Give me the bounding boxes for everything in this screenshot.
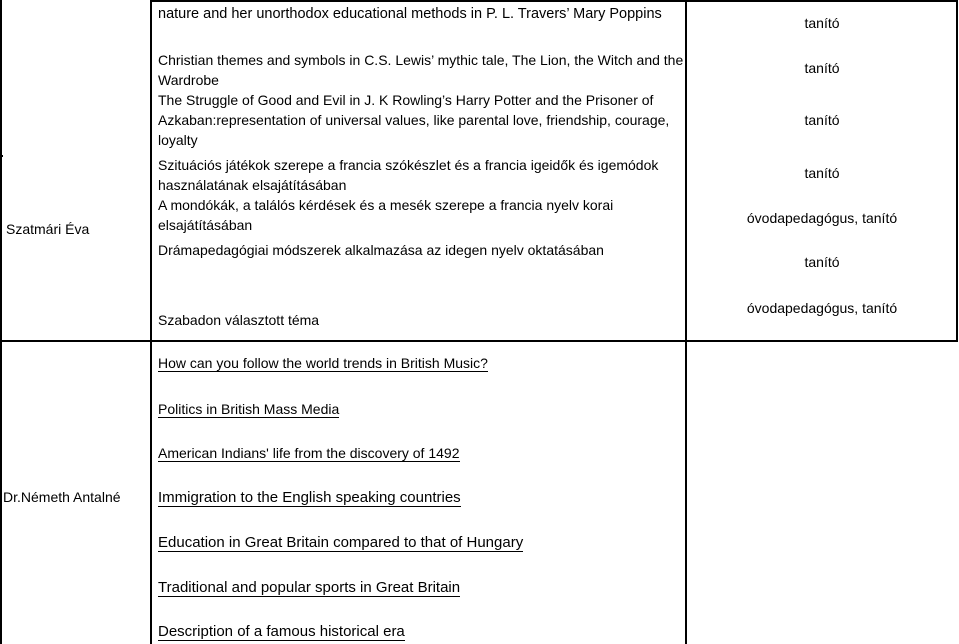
audience-row-1: tanító (804, 15, 840, 31)
topic2-row-1 (158, 353, 488, 373)
header-top-line (150, 0, 958, 2)
topic2-row-2 (158, 399, 339, 419)
topic2-row-4 (158, 488, 461, 508)
topic-row-6: Drámapedagógiai módszerek alkalmazása az idegen nyelv oktatásában (158, 242, 604, 258)
topic-row-4: Szituációs játékok szerepe a francia szókészlet és a francia igeidők és igemódok használatának elsajátításában (158, 157, 659, 193)
topic-row-3: The Struggle of Good and Evil in J. K Rowling’s Harry Potter and the Prisoner of Azkaban:representation of universal values, like parental love, friendship, courage, loyalty (158, 92, 670, 148)
col-divider-2 (685, 0, 687, 644)
topic2-row-6-text: Traditional and popular sports in Great Britain (158, 579, 461, 596)
topic2-row-7 (158, 622, 405, 642)
audience-row-7: óvodapedagógus, tanító (746, 300, 898, 316)
audience-row-4: tanító (804, 165, 840, 181)
topic-row-5: A mondókák, a találós kérdések és a mesék szerepe a francia nyelv korai elsajátításában (158, 197, 614, 233)
teacher-name-2: Dr.Németh Antalné (3, 489, 121, 505)
topic-row-2: Christian themes and symbols in C.S. Lewis’ mythic tale, The Lion, the Witch and the Wardrobe (158, 52, 684, 88)
topic2-row-5-text: Education in Great Britain compared to that of Hungary (158, 534, 524, 551)
col-left-border (0, 0, 2, 644)
left-col-divider-top (0, 155, 3, 157)
teacher-name-1: Szatmári Éva (6, 221, 90, 237)
teacher-section-divider (0, 340, 958, 342)
audience-row-6: tanító (804, 254, 840, 270)
topic2-row-2-text: Politics in British Mass Media (158, 401, 340, 417)
audience-row-3: tanító (804, 112, 840, 128)
topic2-row-5 (158, 533, 523, 553)
right-col-divider-1 (956, 0, 958, 2)
topic2-row-6 (158, 578, 460, 598)
topic2-row-3 (158, 443, 460, 463)
topic-row-1: nature and her unorthodox educational methods in P. L. Travers’ Mary Poppins (158, 6, 662, 22)
topic2-row-7-text: Description of a famous historical era (158, 623, 405, 640)
audience-row-5: óvodapedagógus, tanító (746, 210, 898, 226)
col-divider-1 (150, 0, 152, 644)
audience-row-2: tanító (804, 60, 840, 76)
topic-row-7: Szabadon választott téma (158, 312, 320, 328)
topic2-row-1-text: How can you follow the world trends in British Music? (158, 355, 488, 371)
topic2-row-4-text: Immigration to the English speaking countries (158, 489, 461, 506)
topic2-row-3-text: American Indians' life from the discovery of 1492 (158, 445, 460, 461)
